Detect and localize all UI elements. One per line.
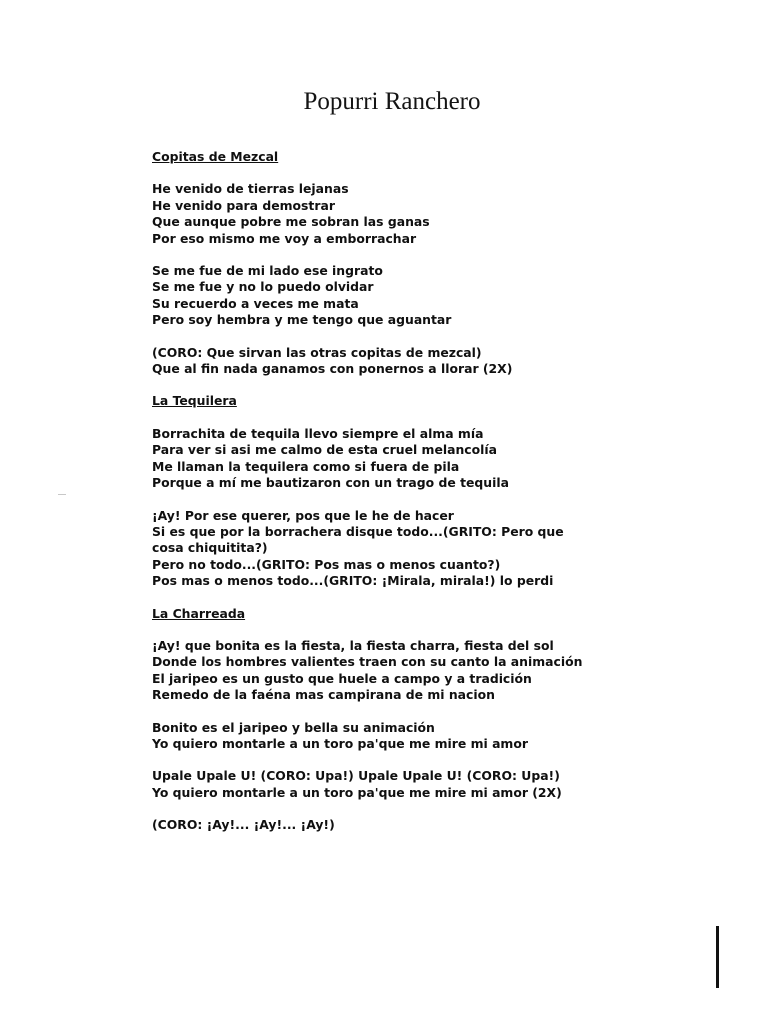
lyric-line: Se me fue y no lo puedo olvidar	[152, 279, 374, 295]
section-heading: La Charreada	[152, 605, 246, 621]
lyric-line: Donde los hombres valientes traen con su canto la animación	[152, 654, 583, 670]
lyric-line: ¡Ay! Por ese querer, pos que le he de hacer	[152, 507, 454, 523]
lyric-line: Se me fue de mi lado ese ingrato	[152, 263, 383, 279]
lyric-line: (CORO: Que sirvan las otras copitas de mezcal)	[152, 344, 482, 360]
lyric-line: He venido para demostrar	[152, 197, 335, 213]
section-la-tequilera	[152, 393, 752, 589]
lyric-line: He venido de tierras lejanas	[152, 181, 349, 197]
scan-artifact-bar	[716, 926, 719, 988]
lyric-line: Su recuerdo a veces me mata	[152, 295, 359, 311]
lyric-line: Que al fin nada ganamos con ponernos a llorar (2X)	[152, 361, 513, 377]
lyric-line: Yo quiero montarle a un toro pa'que me mire mi amor	[152, 735, 528, 751]
stanza	[152, 181, 752, 247]
lyric-line: Me llaman la tequilera como si fuera de pila	[152, 458, 460, 474]
lyric-line: Bonito es el jaripeo y bella su animación	[152, 719, 435, 735]
stanza	[152, 426, 752, 492]
lyric-line: Remedo de la faéna mas campirana de mi nacion	[152, 687, 495, 703]
lyric-line: ¡Ay! que bonita es la fiesta, la fiesta charra, fiesta del sol	[152, 637, 554, 653]
lyric-line: Por eso mismo me voy a emborrachar	[152, 230, 417, 246]
stanza	[152, 638, 752, 704]
lyric-line: Para ver si asi me calmo de esta cruel melancolía	[152, 442, 498, 458]
lyrics-body	[152, 149, 752, 850]
lyric-line: Upale Upale U! (CORO: Upa!) Upale Upale U! (CORO: Upa!)	[152, 768, 560, 784]
lyric-line: Porque a mí me bautizaron con un trago de tequila	[152, 475, 509, 491]
lyric-line: Si es que por la borrachera disque todo...(GRITO: Pero que cosa chiquitita?)	[152, 523, 564, 556]
lyric-line: (CORO: ¡Ay!... ¡Ay!... ¡Ay!)	[152, 817, 335, 833]
lyric-line: Pos mas o menos todo...(GRITO: ¡Mirala, mirala!) lo perdi	[152, 573, 554, 589]
stanza	[152, 817, 752, 833]
stanza	[152, 768, 752, 801]
section-copitas-de-mezcal	[152, 149, 752, 377]
stanza	[152, 263, 752, 329]
stanza	[152, 720, 752, 753]
lyric-line: Pero soy hembra y me tengo que aguantar	[152, 312, 452, 328]
lyric-line: Que aunque pobre me sobran las ganas	[152, 214, 430, 230]
stanza	[152, 345, 752, 378]
lyric-line: Borrachita de tequila llevo siempre el alma mía	[152, 425, 484, 441]
section-heading: Copitas de Mezcal	[152, 149, 279, 164]
section-la-charreada	[152, 606, 752, 834]
scan-artifact-dash	[58, 494, 66, 495]
document-title: Popurri Ranchero	[303, 88, 481, 115]
lyric-line: El jaripeo es un gusto que huele a campo y a tradición	[152, 670, 532, 686]
lyric-line: Yo quiero montarle a un toro pa'que me mire mi amor (2X)	[152, 784, 562, 800]
stanza	[152, 508, 752, 590]
lyric-line: Pero no todo...(GRITO: Pos mas o menos cuanto?)	[152, 556, 501, 572]
section-heading: La Tequilera	[152, 393, 237, 409]
